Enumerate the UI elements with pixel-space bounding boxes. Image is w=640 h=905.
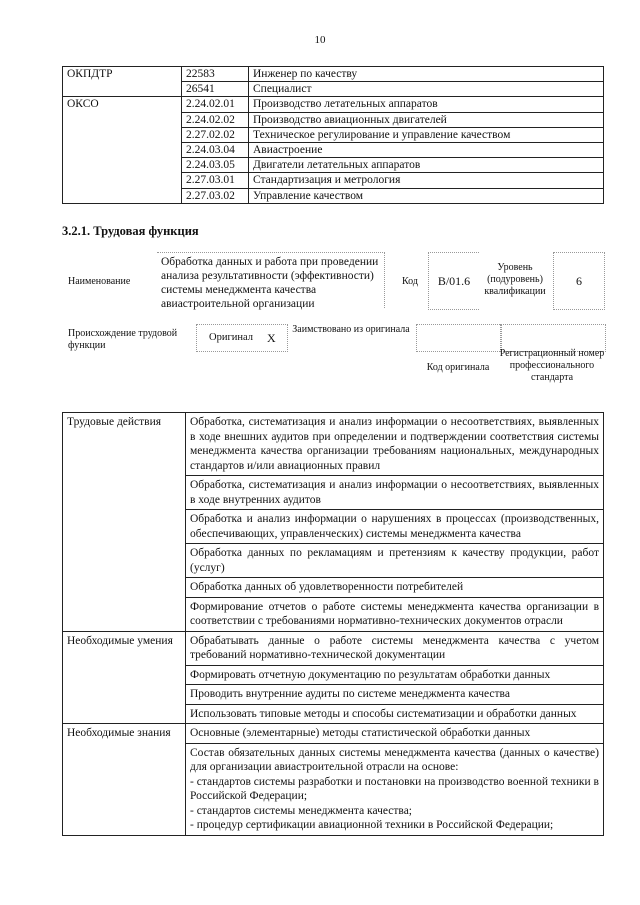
qualification-level-label: Уровень (подуровень) квалификации	[484, 262, 546, 297]
labor-actions-item: Обработка, систематизация и анализ информации о несоответствиях, выявленных в ходе внутренних аудитов	[186, 476, 604, 510]
classifier-title: Авиастроение	[249, 142, 604, 157]
labor-actions-item: Формирование отчетов о работе системы менеджмента качества организации в соответствии с требованиями нормативно-технических документов отрасли	[186, 597, 604, 631]
labor-actions-item: Обработка данных по рекламациям и претензиям к качеству продукции, работ (услуг)	[186, 544, 604, 578]
original-mark: X	[267, 331, 276, 345]
section-heading: 3.2.1. Трудовая функция	[62, 224, 199, 238]
codes-table	[62, 66, 604, 204]
name-label: Наименование	[68, 276, 131, 287]
classifier-name: ОКСО	[63, 97, 182, 203]
labor-actions-item: Обработка и анализ информации о нарушениях в процессах (производственных, обеспечивающих, управленческих) системы менеджмента качества	[186, 510, 604, 544]
classifier-code: 2.24.02.01	[182, 97, 249, 112]
page-number: 10	[314, 34, 326, 46]
labor-function-table	[62, 412, 604, 836]
original-code-caption: Код оригинала	[426, 362, 490, 373]
classifier-code: 22583	[182, 67, 249, 82]
classifier-code: 2.27.03.02	[182, 188, 249, 203]
classifier-code: 2.24.02.02	[182, 112, 249, 127]
labor-actions-label: Трудовые действия	[63, 413, 186, 632]
classifier-code: 2.27.03.01	[182, 173, 249, 188]
classifier-title: Специалист	[249, 82, 604, 97]
codes-row	[63, 67, 604, 82]
classifier-name: ОКПДТР	[63, 67, 182, 97]
classifier-code: 2.24.03.04	[182, 142, 249, 157]
labor-actions-item: Обработка данных об удовлетворенности потребителей	[186, 578, 604, 598]
codes-row	[63, 97, 604, 112]
classifier-title: Двигатели летательных аппаратов	[249, 158, 604, 173]
knowledge-item: Состав обязательных данных системы менеджмента качества (данных о качестве) для организации авиастроительной отрасли на основе: - стандартов системы разработки и постановки на производство военной техники в Российской Федерации; - стандартов системы менеджмента качества; - процедур сертификации авиационной техники в Российской Федерации;	[186, 743, 604, 835]
knowledge-row	[63, 724, 604, 744]
skills-item: Использовать типовые методы и способы систематизации и обработки данных	[186, 704, 604, 724]
skills-item: Проводить внутренние аудиты по системе менеджмента качества	[186, 685, 604, 705]
origin-label: Происхождение трудовой функции	[68, 328, 178, 351]
classifier-title: Производство авиационных двигателей	[249, 112, 604, 127]
registration-number-caption: Регистрационный номер профессионального стандарта	[499, 348, 605, 383]
skills-item: Формировать отчетную документацию по результатам обработки данных	[186, 665, 604, 685]
original-code-box	[416, 324, 502, 352]
function-code: B/01.6	[428, 252, 479, 310]
labor-actions-item: Обработка, систематизация и анализ информации о несоответствиях, выявленных в ходе внешних аудитов при определении и подтверждении соответствия системы менеджмента качества организации требованиям национальных, международных стандартов и/или авиационных правил	[186, 413, 604, 476]
function-name: Обработка данных и работа при проведении анализа результативности (эффективности) системы менеджмента качества авиастроительной организации	[157, 252, 385, 308]
classifier-code: 26541	[182, 82, 249, 97]
skills-item: Обрабатывать данные о работе системы менеджмента качества с учетом требований нормативно-технической документации	[186, 631, 604, 665]
classifier-code: 2.27.02.02	[182, 127, 249, 142]
borrowed-label: Заимствовано из оригинала	[292, 324, 410, 335]
original-label: Оригинал	[209, 332, 253, 343]
qualification-level-value: 6	[553, 252, 605, 310]
classifier-title: Техническое регулирование и управление качеством	[249, 127, 604, 142]
skills-label: Необходимые умения	[63, 631, 186, 724]
classifier-title: Управление качеством	[249, 188, 604, 203]
classifier-title: Инженер по качеству	[249, 67, 604, 82]
skills-row	[63, 631, 604, 665]
knowledge-label: Необходимые знания	[63, 724, 186, 836]
classifier-code: 2.24.03.05	[182, 158, 249, 173]
labor-actions-row	[63, 413, 604, 476]
knowledge-item: Основные (элементарные) методы статистической обработки данных	[186, 724, 604, 744]
code-label: Код	[402, 276, 418, 287]
original-box	[196, 324, 288, 352]
classifier-title: Стандартизация и метрология	[249, 173, 604, 188]
classifier-title: Производство летательных аппаратов	[249, 97, 604, 112]
